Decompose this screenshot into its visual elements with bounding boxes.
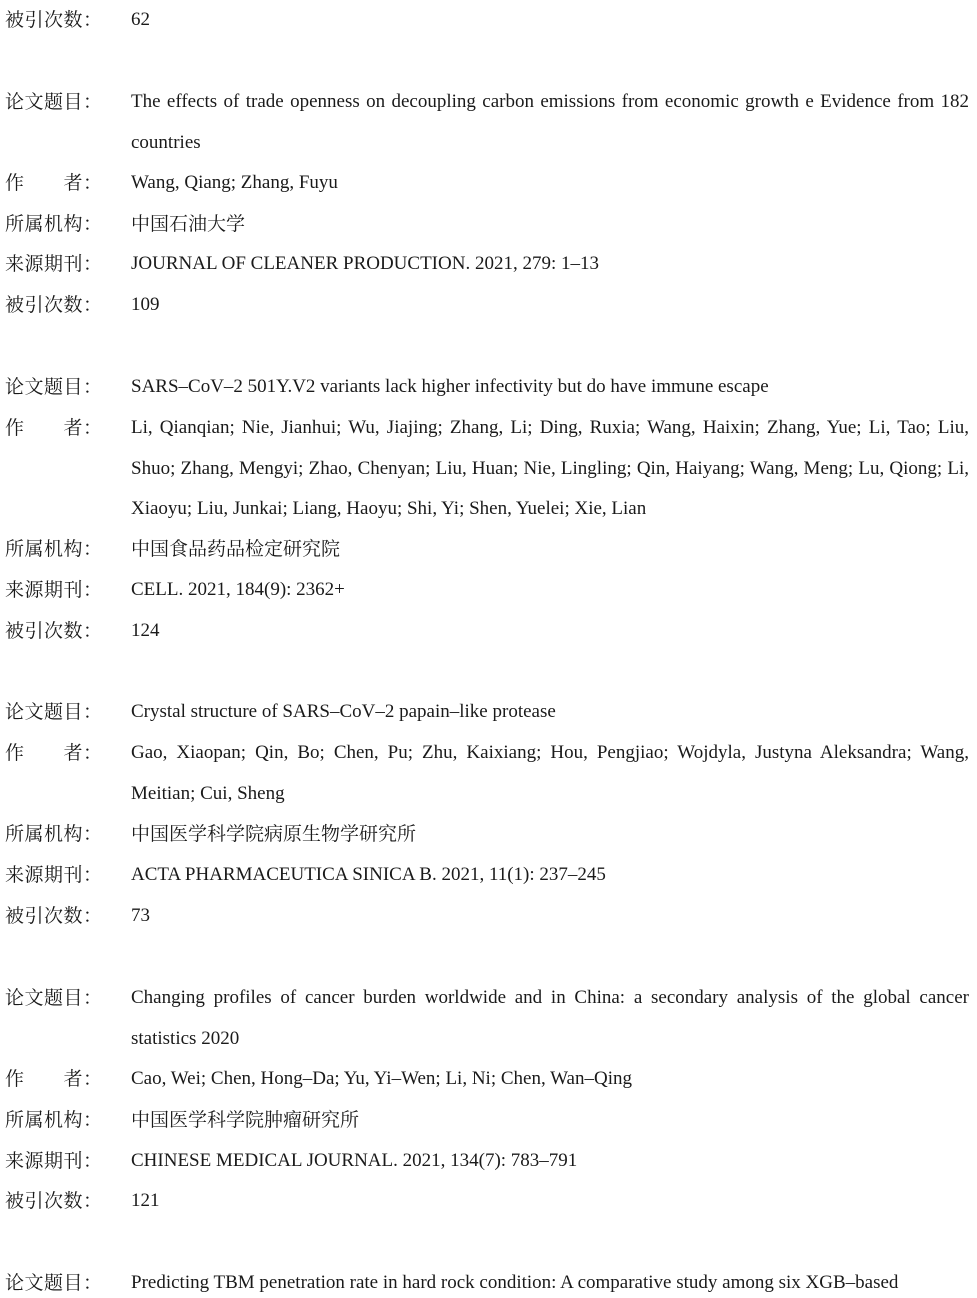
journal-value: CELL. 2021, 184(9): 2362+	[131, 579, 345, 600]
institution-label: 所属机构：	[5, 823, 103, 845]
paper-title: Crystal structure of SARS–CoV–2 papain–like protease	[131, 701, 556, 722]
author-value: Cao, Wei; Chen, Hong–Da; Yu, Yi–Wen; Li, Ni; Chen, Wan–Qing	[131, 1068, 632, 1089]
institution-label: 所属机构：	[5, 1109, 103, 1131]
citations-value: 62	[131, 9, 150, 30]
author-label: 作 者：	[5, 172, 103, 194]
journal-label: 来源期刊：	[5, 253, 103, 275]
citations-label: 被引次数：	[5, 620, 103, 642]
journal-label: 来源期刊：	[5, 1150, 103, 1172]
title-label: 论文题目：	[5, 701, 103, 723]
journal-label: 来源期刊：	[5, 579, 103, 601]
author-label: 作 者：	[5, 742, 103, 764]
author-label: 作 者：	[5, 417, 103, 439]
citations-value: 121	[131, 1190, 160, 1211]
institution-value: 中国医学科学院肿瘤研究所	[131, 1109, 360, 1131]
author-value: Gao, Xiaopan; Qin, Bo; Chen, Pu; Zhu, Kaixiang; Hou, Pengjiao; Wojdyla, Justyna Aleksandra; Wang, Meitian; Cui, Sheng	[131, 742, 969, 804]
title-label: 论文题目：	[5, 1272, 103, 1294]
title-label: 论文题目：	[5, 376, 103, 398]
journal-value: ACTA PHARMACEUTICA SINICA B. 2021, 11(1): 237–245	[131, 864, 606, 885]
citations-label: 被引次数：	[5, 294, 103, 316]
institution-value: 中国食品药品检定研究院	[131, 538, 341, 560]
author-value: Li, Qianqian; Nie, Jianhui; Wu, Jiajing; Zhang, Li; Ding, Ruxia; Wang, Haixin; Zhang, Yue; Li, Tao; Liu, Shuo; Zhang, Mengyi; Zhao, Chenyan; Liu, Huan; Nie, Lingling; Qin, Haiyang; Wang, Meng; Lu, Qiong; Li, Xiaoyu; Liu, Junkai; Liang, Haoyu; Shi, Yi; Shen, Yuelei; Xie, Lian	[131, 417, 969, 520]
paper-title: Predicting TBM penetration rate in hard rock condition: A comparative study among six XGB–based	[131, 1272, 899, 1293]
citations-value: 73	[131, 905, 150, 926]
author-value: Wang, Qiang; Zhang, Fuyu	[131, 172, 338, 193]
institution-label: 所属机构：	[5, 538, 103, 560]
institution-value: 中国石油大学	[131, 213, 246, 235]
paper-title: The effects of trade openness on decoupling carbon emissions from economic growth e Evidence from 182 countries	[131, 91, 969, 153]
citations-label: 被引次数：	[5, 9, 103, 31]
title-label: 论文题目：	[5, 91, 103, 113]
citations-label: 被引次数：	[5, 1190, 103, 1212]
citations-value: 109	[131, 294, 160, 315]
paper-title: SARS–CoV–2 501Y.V2 variants lack higher infectivity but do have immune escape	[131, 376, 769, 397]
journal-label: 来源期刊：	[5, 864, 103, 886]
author-label: 作 者：	[5, 1068, 103, 1090]
paper-title: Changing profiles of cancer burden worldwide and in China: a secondary analysis of the global cancer statistics 2020	[131, 987, 969, 1049]
institution-value: 中国医学科学院病原生物学研究所	[131, 823, 417, 845]
citations-value: 124	[131, 620, 160, 641]
journal-value: JOURNAL OF CLEANER PRODUCTION. 2021, 279: 1–13	[131, 253, 599, 274]
institution-label: 所属机构：	[5, 213, 103, 235]
journal-value: CHINESE MEDICAL JOURNAL. 2021, 134(7): 783–791	[131, 1150, 578, 1171]
title-label: 论文题目：	[5, 987, 103, 1009]
citations-label: 被引次数：	[5, 905, 103, 927]
